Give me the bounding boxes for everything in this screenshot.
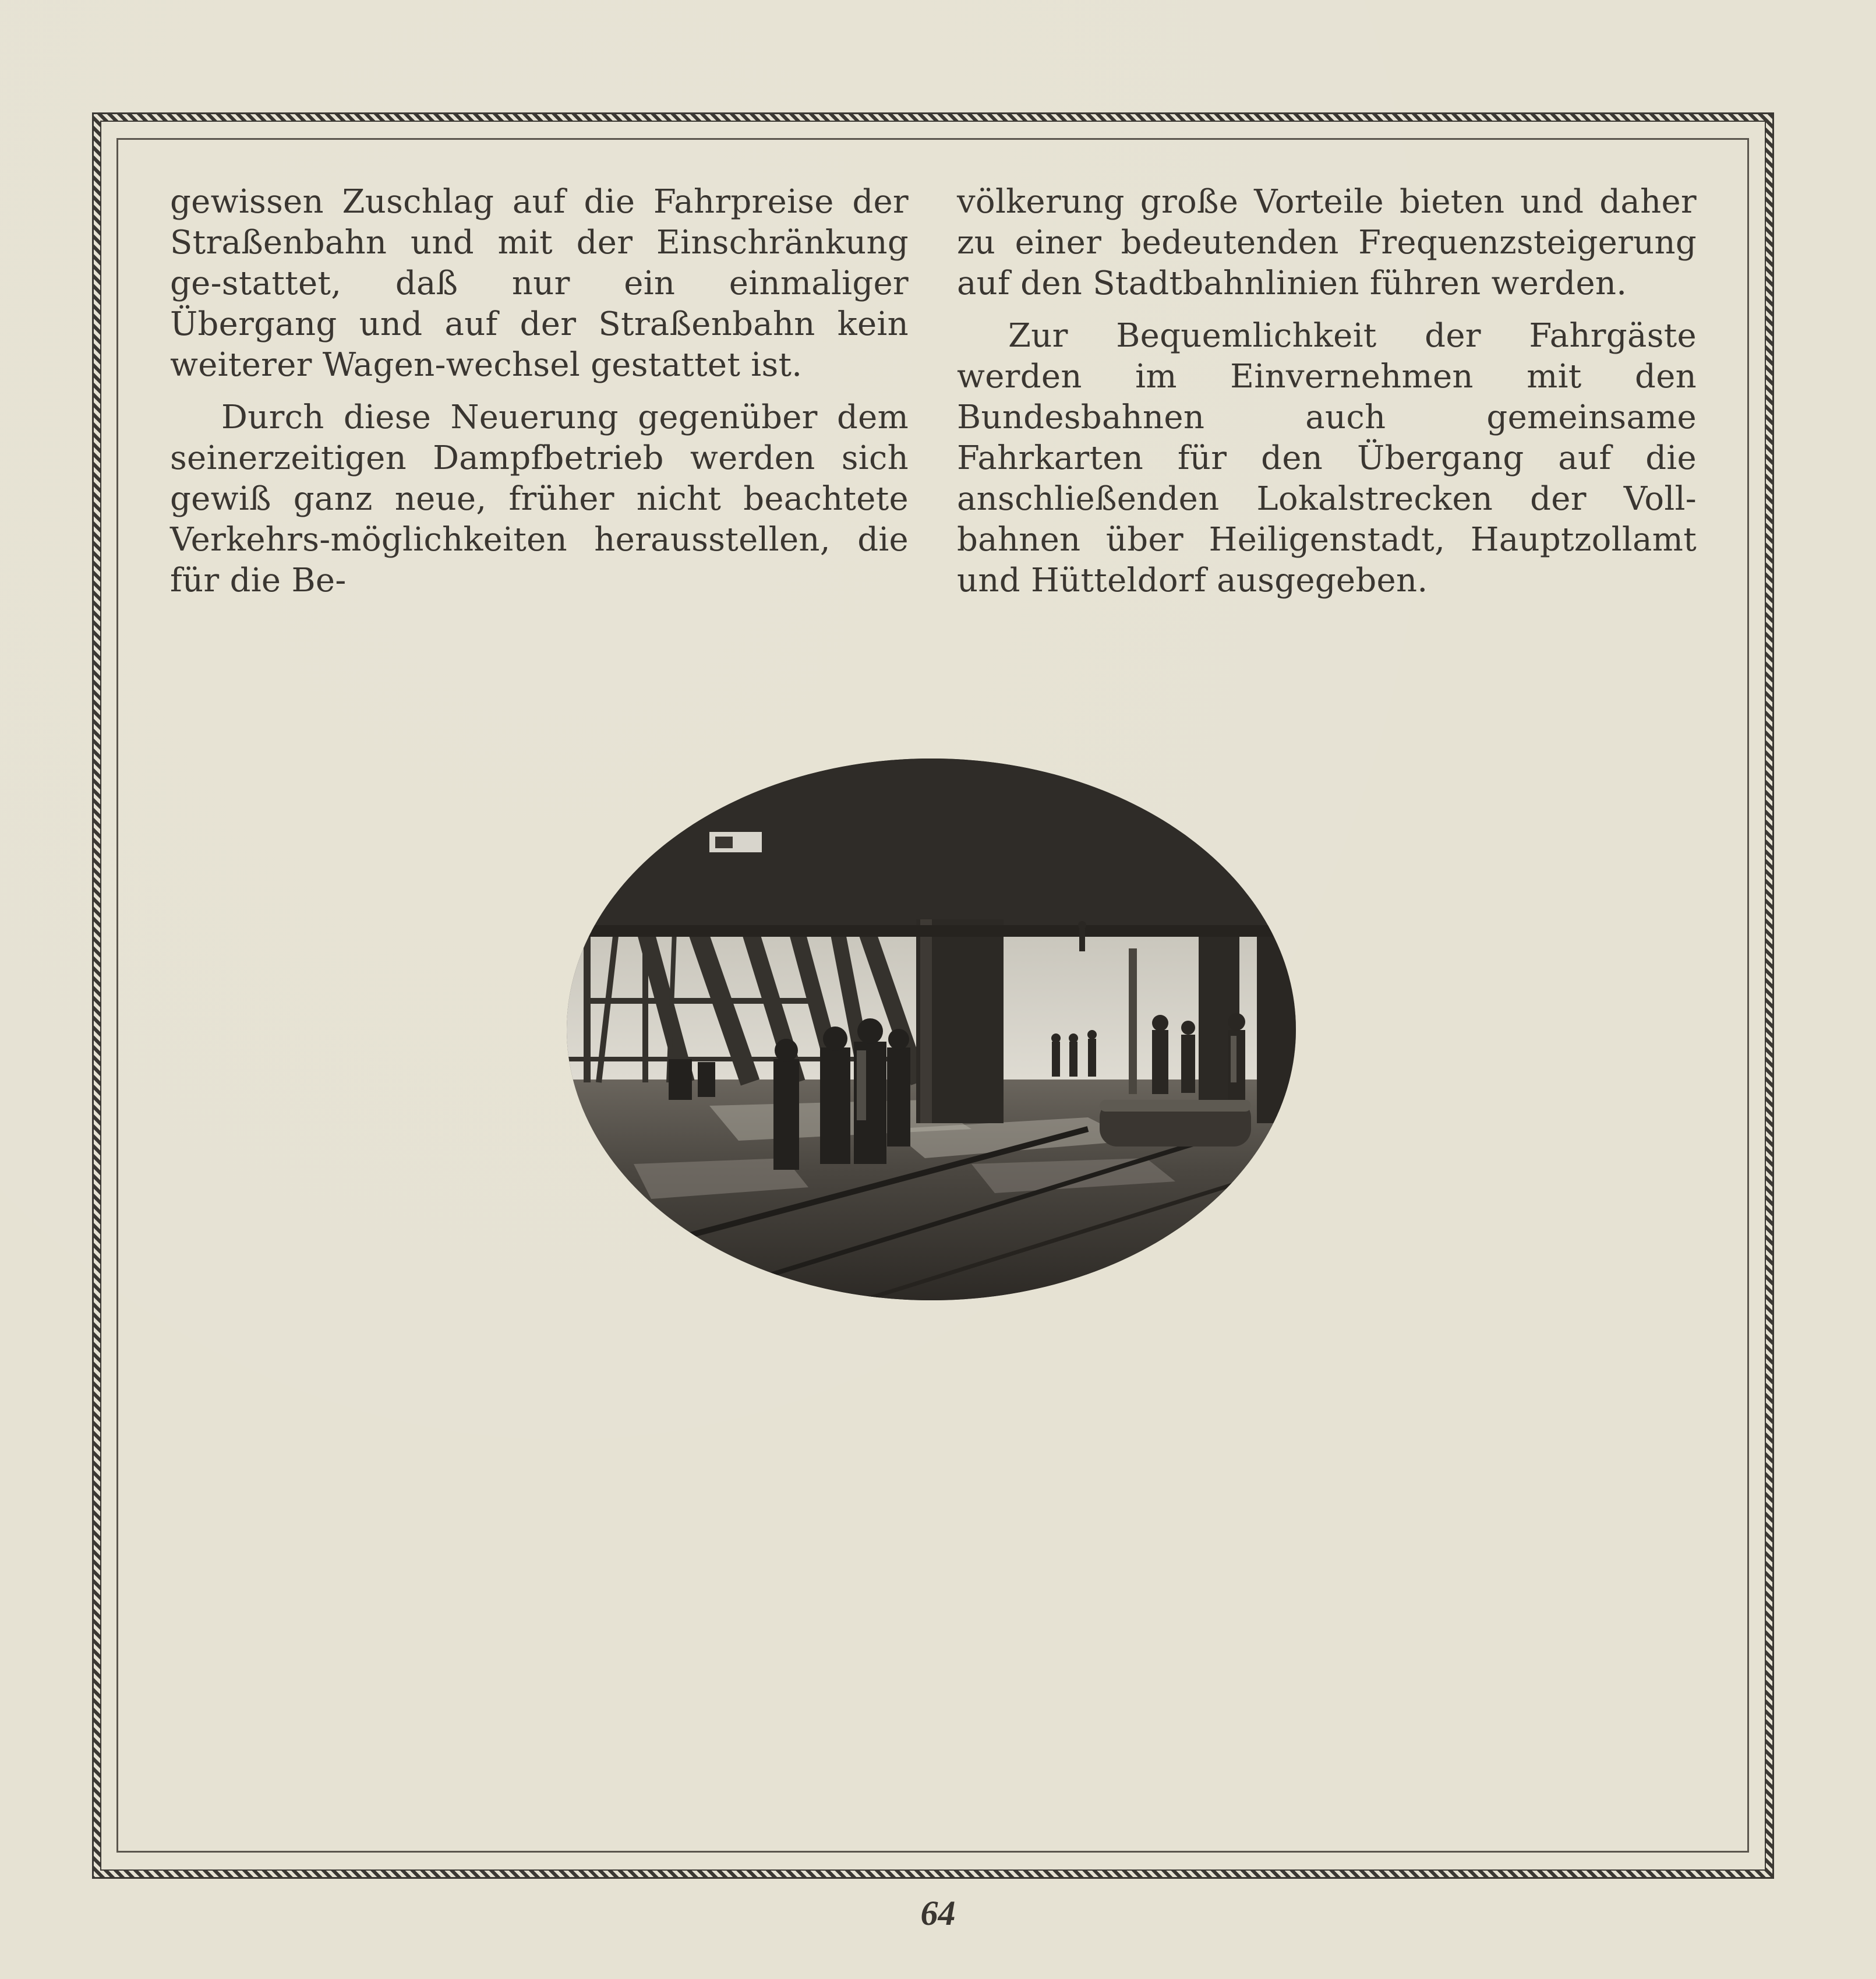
right-text-column bbox=[957, 182, 1697, 613]
left-text-column bbox=[170, 182, 909, 613]
paragraph-left-2: Durch diese Neuerung gegenüber dem seinerzeitigen Dampfbetrieb werden sich gewiß ganz neue, früher nicht beachtete Verkehrs-möglichkeiten herausstellen, die für die Be- bbox=[170, 398, 909, 599]
photo-illustration bbox=[564, 756, 1299, 1303]
paragraph-right-2: Zur Bequemlichkeit der Fahrgäste werden im Einvernehmen mit den Bundesbahnen auch gemeinsame Fahrkarten für den Übergang auf die anschließenden Lokalstrecken der Voll-bahnen über Heiligenstadt, Hauptzollamt und Hütteldorf ausgegeben. bbox=[957, 317, 1697, 599]
paragraph-right-1: völkerung große Vorteile bieten und daher zu einer bedeutenden Frequenzsteigerung auf den Stadtbahnlinien führen werden. bbox=[957, 183, 1697, 302]
page-number: 64 bbox=[920, 1894, 956, 1932]
paragraph-left-1: gewissen Zuschlag auf die Fahrpreise der Straßenbahn und mit der Einschränkung ge-stattet, daß nur ein einmaliger Übergang und auf der Straßenbahn kein weiterer Wagen-wechsel gestattet ist. bbox=[170, 183, 909, 384]
oval-photograph bbox=[564, 756, 1299, 1303]
